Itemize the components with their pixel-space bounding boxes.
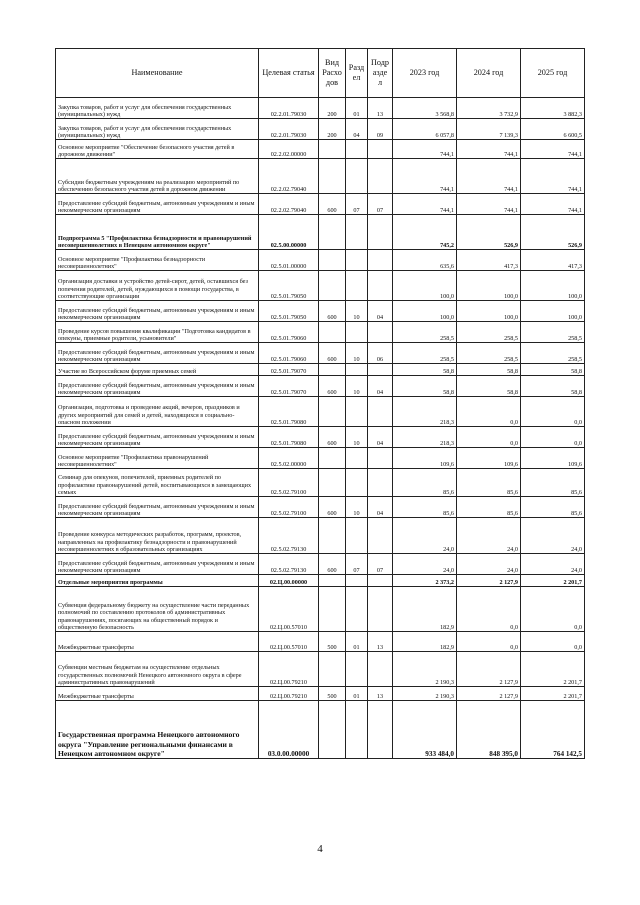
row-expense-type xyxy=(319,140,346,159)
row-subsection xyxy=(368,575,393,587)
row-section xyxy=(346,652,368,687)
row-subsection xyxy=(368,159,393,194)
row-expense-type xyxy=(319,469,346,497)
table-row xyxy=(56,518,585,554)
row-name: Предоставление субсидий бюджетным, автономным учреждениям и иным некоммерческим организациям xyxy=(56,194,259,215)
row-expense-type xyxy=(319,701,346,759)
row-value-2025: 3 882,3 xyxy=(521,98,585,119)
row-expense-type xyxy=(319,448,346,469)
table-row xyxy=(56,343,585,364)
row-value-2023: 635,6 xyxy=(393,250,457,271)
table-row xyxy=(56,98,585,119)
row-section xyxy=(346,701,368,759)
row-target-code: 02.5.02.79130 xyxy=(259,518,319,554)
row-section: 01 xyxy=(346,98,368,119)
row-value-2024: 3 732,9 xyxy=(457,98,521,119)
row-value-2023: 744,1 xyxy=(393,194,457,215)
row-target-code: 02.5.01.79050 xyxy=(259,301,319,322)
table-header-row xyxy=(56,49,585,98)
row-target-code: 02.5.02.79130 xyxy=(259,554,319,575)
row-value-2025: 0,0 xyxy=(521,397,585,427)
row-subsection: 04 xyxy=(368,376,393,397)
row-name: Субсидии бюджетным учреждениям на реализацию мероприятий по обеспечению безопасного участия детей в дорожном движении xyxy=(56,159,259,194)
table-row xyxy=(56,469,585,497)
row-value-2025: 85,6 xyxy=(521,497,585,518)
row-value-2025: 24,0 xyxy=(521,554,585,575)
row-value-2025: 258,5 xyxy=(521,343,585,364)
row-expense-type: 600 xyxy=(319,194,346,215)
budget-table xyxy=(55,48,585,759)
row-section xyxy=(346,587,368,632)
row-value-2023: 744,1 xyxy=(393,140,457,159)
row-target-code: 02.Ц.00.79210 xyxy=(259,687,319,701)
row-section xyxy=(346,397,368,427)
row-value-2023: 218,3 xyxy=(393,397,457,427)
row-value-2025: 58,8 xyxy=(521,376,585,397)
table-row xyxy=(56,687,585,701)
row-value-2025: 0,0 xyxy=(521,587,585,632)
row-value-2024: 7 139,3 xyxy=(457,119,521,140)
row-expense-type xyxy=(319,652,346,687)
row-value-2023: 85,6 xyxy=(393,469,457,497)
page-number: 4 xyxy=(317,843,323,855)
row-value-2023: 58,8 xyxy=(393,376,457,397)
row-name: Межбюджетные трансферты xyxy=(56,632,259,652)
table-row xyxy=(56,301,585,322)
row-value-2023: 100,0 xyxy=(393,301,457,322)
row-name: Отдельные мероприятия программы xyxy=(56,575,259,587)
row-section: 07 xyxy=(346,194,368,215)
row-subsection xyxy=(368,448,393,469)
row-section: 10 xyxy=(346,343,368,364)
row-name: Государственная программа Ненецкого автономного округа "Управление региональными финансами в Ненецком автономном округе" xyxy=(56,701,259,759)
row-value-2025: 85,6 xyxy=(521,469,585,497)
row-target-code: 02.Ц.00.79210 xyxy=(259,652,319,687)
row-target-code: 02.Ц.00.57010 xyxy=(259,632,319,652)
row-value-2025: 258,5 xyxy=(521,322,585,343)
row-name: Субвенция федеральному бюджету на осуществление части переданных полномочий по составлению протоколов об административных правонарушениях, посягающих на общественный порядок и общественную безопасность xyxy=(56,587,259,632)
table-row xyxy=(56,322,585,343)
row-section: 10 xyxy=(346,427,368,448)
row-section xyxy=(346,250,368,271)
row-value-2024: 109,6 xyxy=(457,448,521,469)
row-name: Участие во Всероссийском форуме приемных семей xyxy=(56,364,259,376)
row-section xyxy=(346,575,368,587)
row-subsection: 04 xyxy=(368,497,393,518)
table-row xyxy=(56,215,585,250)
row-target-code: 02.2.02.79040 xyxy=(259,194,319,215)
row-name: Семинар для опекунов, попечителей, приемных родителей по профилактике правонарушений детей, воспитывающихся в замещающих семьях xyxy=(56,469,259,497)
row-subsection: 13 xyxy=(368,687,393,701)
header-section: Разд ел xyxy=(346,49,368,98)
row-value-2024: 85,6 xyxy=(457,469,521,497)
row-value-2024: 58,8 xyxy=(457,364,521,376)
table-row xyxy=(56,376,585,397)
row-value-2024: 100,0 xyxy=(457,301,521,322)
row-target-code: 02.5.02.79100 xyxy=(259,469,319,497)
row-target-code: 02.5.01.79080 xyxy=(259,397,319,427)
table-row xyxy=(56,632,585,652)
row-name: Предоставление субсидий бюджетным, автономным учреждениям и иным некоммерческим организациям xyxy=(56,301,259,322)
row-subsection xyxy=(368,701,393,759)
row-subsection xyxy=(368,140,393,159)
row-subsection xyxy=(368,587,393,632)
row-name: Предоставление субсидий бюджетным, автономным учреждениям и иным некоммерческим организациям xyxy=(56,554,259,575)
row-expense-type xyxy=(319,575,346,587)
row-subsection: 04 xyxy=(368,301,393,322)
row-value-2024: 58,8 xyxy=(457,376,521,397)
row-subsection: 13 xyxy=(368,632,393,652)
row-expense-type: 600 xyxy=(319,301,346,322)
row-value-2025: 2 201,7 xyxy=(521,575,585,587)
table-row xyxy=(56,427,585,448)
row-name: Проведение курсов повышения квалификации "Подготовка кандидатов в опекуны, приемные родители, усыновители" xyxy=(56,322,259,343)
row-target-code: 02.5.01.79060 xyxy=(259,343,319,364)
row-value-2023: 2 190,3 xyxy=(393,687,457,701)
row-value-2023: 933 484,0 xyxy=(393,701,457,759)
row-value-2025: 744,1 xyxy=(521,194,585,215)
row-value-2025: 764 142,5 xyxy=(521,701,585,759)
row-expense-type: 600 xyxy=(319,554,346,575)
row-expense-type xyxy=(319,518,346,554)
row-section: 10 xyxy=(346,376,368,397)
row-value-2025: 0,0 xyxy=(521,632,585,652)
table-row xyxy=(56,497,585,518)
row-subsection xyxy=(368,469,393,497)
row-subsection xyxy=(368,397,393,427)
row-subsection: 07 xyxy=(368,554,393,575)
row-target-code: 02.2.01.79030 xyxy=(259,119,319,140)
row-target-code: 02.2.02.79040 xyxy=(259,159,319,194)
table-row xyxy=(56,448,585,469)
row-subsection xyxy=(368,250,393,271)
table-row xyxy=(56,140,585,159)
row-subsection: 13 xyxy=(368,98,393,119)
row-value-2023: 258,5 xyxy=(393,343,457,364)
row-expense-type xyxy=(319,250,346,271)
row-value-2024: 417,3 xyxy=(457,250,521,271)
row-subsection: 09 xyxy=(368,119,393,140)
row-name: Предоставление субсидий бюджетным, автономным учреждениям и иным некоммерческим организациям xyxy=(56,497,259,518)
header-target: Целевая статья xyxy=(259,49,319,98)
row-target-code: 02.5.02.79100 xyxy=(259,497,319,518)
table-row xyxy=(56,250,585,271)
row-section: 10 xyxy=(346,301,368,322)
row-value-2023: 3 568,8 xyxy=(393,98,457,119)
row-value-2023: 58,8 xyxy=(393,364,457,376)
row-expense-type: 200 xyxy=(319,119,346,140)
row-value-2024: 0,0 xyxy=(457,632,521,652)
row-expense-type: 600 xyxy=(319,427,346,448)
row-name: Основное мероприятие "Профилактика правонарушений несовершеннолетних" xyxy=(56,448,259,469)
row-value-2023: 218,3 xyxy=(393,427,457,448)
row-section xyxy=(346,448,368,469)
row-subsection xyxy=(368,271,393,301)
row-value-2024: 2 127,9 xyxy=(457,687,521,701)
row-value-2025: 100,0 xyxy=(521,301,585,322)
row-value-2024: 526,9 xyxy=(457,215,521,250)
table-row xyxy=(56,575,585,587)
row-value-2023: 2 373,2 xyxy=(393,575,457,587)
row-name: Предоставление субсидий бюджетным, автономным учреждениям и иным некоммерческим организациям xyxy=(56,343,259,364)
row-name: Проведение конкурса методических разработок, программ, проектов, направленных на профилактику безнадзорности и правонарушений несовершеннолетних в образовательных организациях xyxy=(56,518,259,554)
row-value-2025: 2 201,7 xyxy=(521,687,585,701)
row-subsection xyxy=(368,215,393,250)
row-value-2025: 744,1 xyxy=(521,140,585,159)
row-name: Организация доставки и устройство детей-сирот, детей, оставшихся без попечения родителей, детей, нуждающихся в помощи государства, в соответствующие организации xyxy=(56,271,259,301)
row-value-2024: 24,0 xyxy=(457,518,521,554)
row-value-2024: 24,0 xyxy=(457,554,521,575)
row-section xyxy=(346,322,368,343)
header-2025: 2025 год xyxy=(521,49,585,98)
header-2023: 2023 год xyxy=(393,49,457,98)
row-value-2023: 2 190,3 xyxy=(393,652,457,687)
row-name: Предоставление субсидий бюджетным, автономным учреждениям и иным некоммерческим организациям xyxy=(56,427,259,448)
row-expense-type: 600 xyxy=(319,343,346,364)
row-name: Субвенции местным бюджетам на осуществление отдельных государственных полномочий Ненецкого автономного округа в сфере административных правонарушений xyxy=(56,652,259,687)
row-subsection: 07 xyxy=(368,194,393,215)
row-name: Межбюджетные трансферты xyxy=(56,687,259,701)
header-subsection: Подр азде л xyxy=(368,49,393,98)
row-name: Предоставление субсидий бюджетным, автономным учреждениям и иным некоммерческим организациям xyxy=(56,376,259,397)
row-target-code: 02.5.01.79070 xyxy=(259,364,319,376)
row-value-2023: 182,9 xyxy=(393,587,457,632)
header-expense-type: Вид Расхо дов xyxy=(319,49,346,98)
row-expense-type xyxy=(319,397,346,427)
row-section xyxy=(346,271,368,301)
row-value-2025: 2 201,7 xyxy=(521,652,585,687)
row-value-2024: 744,1 xyxy=(457,140,521,159)
row-value-2024: 2 127,9 xyxy=(457,575,521,587)
header-2024: 2024 год xyxy=(457,49,521,98)
row-expense-type xyxy=(319,159,346,194)
row-value-2023: 745,2 xyxy=(393,215,457,250)
table-row xyxy=(56,194,585,215)
row-value-2023: 182,9 xyxy=(393,632,457,652)
row-section xyxy=(346,364,368,376)
row-value-2024: 744,1 xyxy=(457,159,521,194)
row-value-2023: 109,6 xyxy=(393,448,457,469)
row-section: 04 xyxy=(346,119,368,140)
row-expense-type: 200 xyxy=(319,98,346,119)
table-row xyxy=(56,271,585,301)
row-value-2023: 24,0 xyxy=(393,554,457,575)
row-name: Закупка товаров, работ и услуг для обеспечения государственных (муниципальных) нужд xyxy=(56,119,259,140)
row-value-2024: 744,1 xyxy=(457,194,521,215)
row-section: 01 xyxy=(346,632,368,652)
row-expense-type: 600 xyxy=(319,376,346,397)
row-name: Основное мероприятие "Обеспечение безопасного участия детей в дорожном движении" xyxy=(56,140,259,159)
row-expense-type xyxy=(319,587,346,632)
row-subsection xyxy=(368,322,393,343)
row-section: 10 xyxy=(346,497,368,518)
row-value-2025: 100,0 xyxy=(521,271,585,301)
row-target-code: 02.5.01.79060 xyxy=(259,322,319,343)
row-subsection: 04 xyxy=(368,427,393,448)
row-value-2025: 58,8 xyxy=(521,364,585,376)
row-expense-type xyxy=(319,215,346,250)
row-target-code: 02.5.00.00000 xyxy=(259,215,319,250)
row-target-code: 02.2.01.79030 xyxy=(259,98,319,119)
row-subsection xyxy=(368,518,393,554)
row-target-code: 03.0.00.00000 xyxy=(259,701,319,759)
row-name: Основное мероприятие "Профилактика безнадзорности несовершеннолетних" xyxy=(56,250,259,271)
row-section: 07 xyxy=(346,554,368,575)
row-target-code: 02.5.01.79070 xyxy=(259,376,319,397)
row-section xyxy=(346,159,368,194)
row-value-2024: 2 127,9 xyxy=(457,652,521,687)
row-name: Организация, подготовка и проведение акций, вечеров, праздников и других мероприятий для семей и детей, находящихся в социально-опасном положении xyxy=(56,397,259,427)
row-value-2025: 744,1 xyxy=(521,159,585,194)
row-subsection xyxy=(368,652,393,687)
row-name: Подпрограмма 5 "Профилактика безнадзорности и правонарушений несовершеннолетних в Ненецком автономном округе" xyxy=(56,215,259,250)
table-row xyxy=(56,587,585,632)
row-value-2025: 0,0 xyxy=(521,427,585,448)
table-row xyxy=(56,364,585,376)
row-value-2025: 526,9 xyxy=(521,215,585,250)
row-value-2024: 0,0 xyxy=(457,587,521,632)
row-expense-type: 600 xyxy=(319,497,346,518)
row-section: 01 xyxy=(346,687,368,701)
row-section xyxy=(346,140,368,159)
row-subsection xyxy=(368,364,393,376)
row-value-2024: 85,6 xyxy=(457,497,521,518)
row-expense-type xyxy=(319,364,346,376)
row-name: Закупка товаров, работ и услуг для обеспечения государственных (муниципальных) нужд xyxy=(56,98,259,119)
row-section xyxy=(346,215,368,250)
row-value-2025: 24,0 xyxy=(521,518,585,554)
row-target-code: 02.5.01.79050 xyxy=(259,271,319,301)
row-value-2025: 6 600,5 xyxy=(521,119,585,140)
table-row xyxy=(56,701,585,759)
row-value-2023: 258,5 xyxy=(393,322,457,343)
table-row xyxy=(56,554,585,575)
row-target-code: 02.2.02.00000 xyxy=(259,140,319,159)
row-value-2024: 0,0 xyxy=(457,397,521,427)
table-row xyxy=(56,397,585,427)
row-expense-type: 500 xyxy=(319,632,346,652)
row-target-code: 02.Ц.00.57010 xyxy=(259,587,319,632)
row-expense-type: 500 xyxy=(319,687,346,701)
row-section xyxy=(346,518,368,554)
row-expense-type xyxy=(319,271,346,301)
row-section xyxy=(346,469,368,497)
table-row xyxy=(56,652,585,687)
row-value-2023: 85,6 xyxy=(393,497,457,518)
row-value-2024: 100,0 xyxy=(457,271,521,301)
row-value-2025: 417,3 xyxy=(521,250,585,271)
row-target-code: 02.5.01.79080 xyxy=(259,427,319,448)
row-value-2023: 6 057,8 xyxy=(393,119,457,140)
header-name: Наименование xyxy=(56,49,259,98)
table-row xyxy=(56,159,585,194)
row-value-2023: 100,0 xyxy=(393,271,457,301)
row-value-2023: 24,0 xyxy=(393,518,457,554)
table-body xyxy=(56,98,585,759)
row-value-2024: 258,5 xyxy=(457,343,521,364)
row-expense-type xyxy=(319,322,346,343)
row-value-2024: 258,5 xyxy=(457,322,521,343)
row-value-2024: 848 395,0 xyxy=(457,701,521,759)
row-value-2024: 0,0 xyxy=(457,427,521,448)
row-target-code: 02.Ц.00.00000 xyxy=(259,575,319,587)
row-target-code: 02.5.01.00000 xyxy=(259,250,319,271)
table-row xyxy=(56,119,585,140)
row-value-2023: 744,1 xyxy=(393,159,457,194)
row-target-code: 02.5.02.00000 xyxy=(259,448,319,469)
row-value-2025: 109,6 xyxy=(521,448,585,469)
row-subsection: 06 xyxy=(368,343,393,364)
